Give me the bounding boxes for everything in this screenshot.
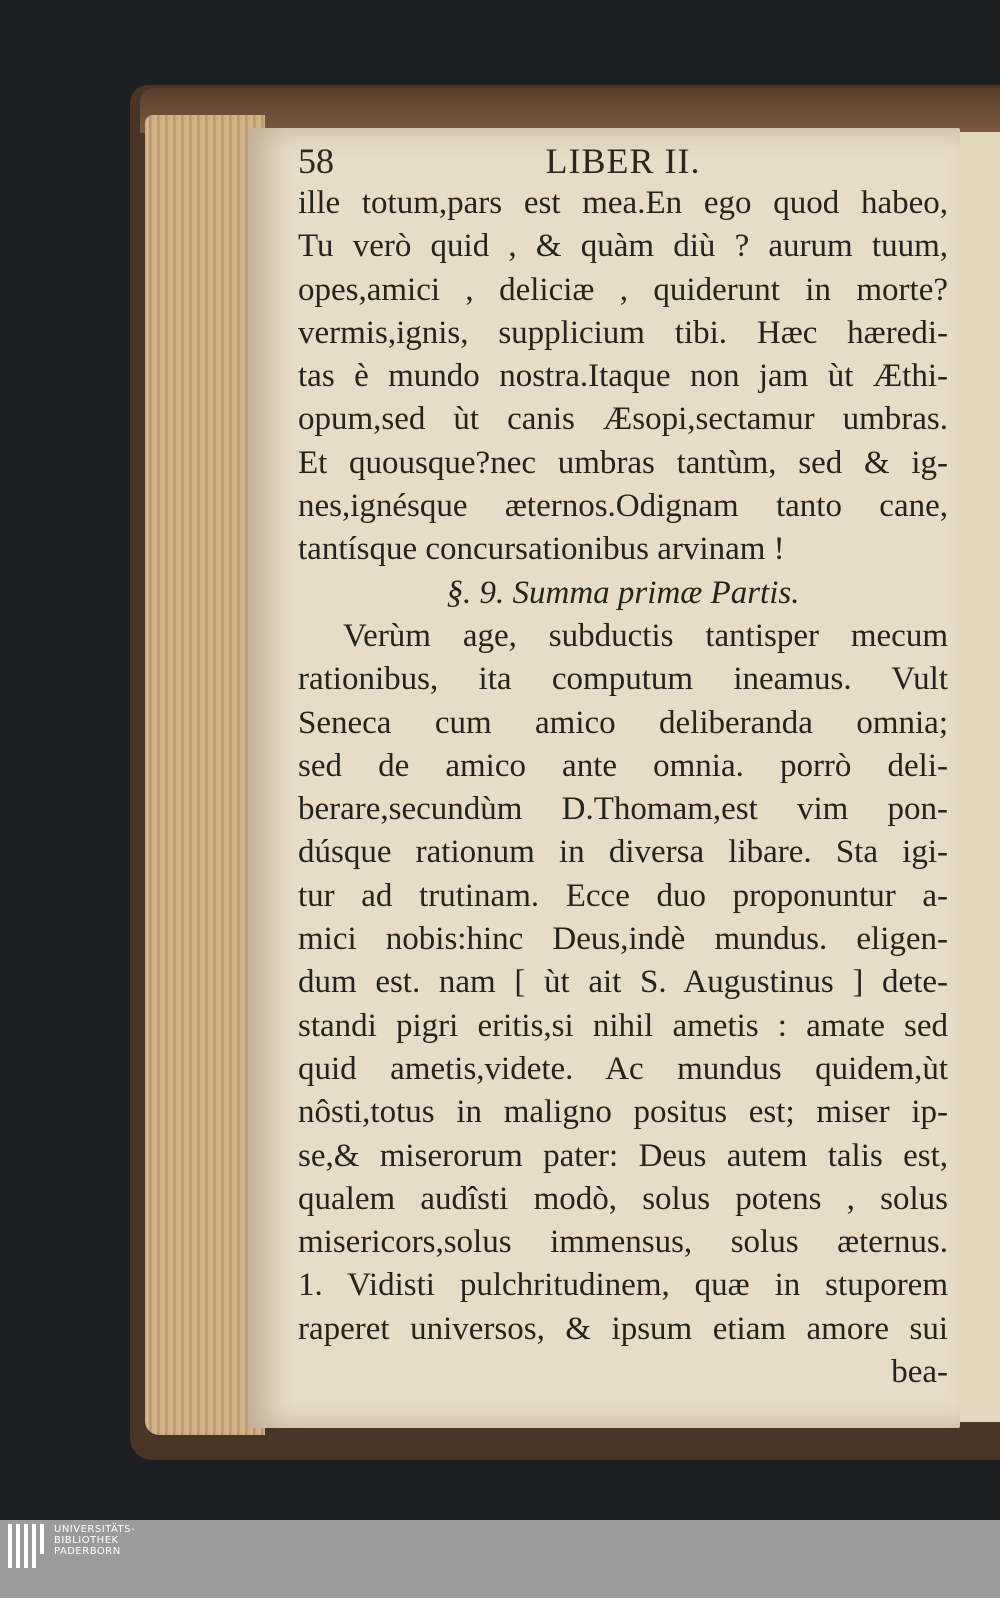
- text-line: nôsti,totus in maligno positus est; miser ip-: [298, 1094, 948, 1131]
- text-line: misericors,solus immensus, solus æternus.: [298, 1224, 948, 1261]
- text-line: tur ad trutinam. Ecce duo proponuntur a-: [298, 877, 948, 914]
- catchword: bea-: [891, 1354, 948, 1391]
- text-line: dum est. nam [ ùt ait S. Augustinus ] dete-: [298, 964, 948, 1001]
- library-name: [54, 1524, 135, 1557]
- text-line: nes,ignésque æternos.Odignam tanto cane,: [298, 488, 948, 525]
- text-line: 1. Vidisti pulchritudinem, quæ in stuporem: [298, 1267, 948, 1304]
- text-line: berare,secundùm D.Thomam,est vim pon-: [298, 791, 948, 828]
- page-edges: [145, 115, 265, 1435]
- section-heading: §. 9. Summa primæ Partis.: [446, 574, 800, 611]
- text-line: rationibus, ita computum ineamus. Vult: [298, 661, 948, 698]
- text-line: opum,sed ùt canis Æsopi,sectamur umbras.: [298, 401, 948, 438]
- text-line: vermis,ignis, supplicium tibi. Hæc hæredi-: [298, 314, 948, 351]
- text-line: ille totum,pars est mea.En ego quod habeo,: [298, 185, 948, 221]
- library-name-line: UNIVERSITÄTS-: [54, 1524, 136, 1535]
- library-name-line: PADERBORN: [54, 1546, 121, 1557]
- text-line: sed de amico ante omnia. porrò deli-: [298, 747, 948, 784]
- text-block: [298, 182, 948, 1394]
- text-line: se,& miserorum pater: Deus autem talis est,: [298, 1137, 948, 1174]
- text-line: Seneca cum amico deliberanda omnia;: [298, 704, 948, 741]
- text-line: opes,amici , deliciæ , quiderunt in morte?: [298, 271, 948, 308]
- library-footer: [0, 1520, 1000, 1598]
- facing-page-edge: [958, 132, 1000, 1422]
- text-line: quid ametis,videte. Ac mundus quidem,ùt: [298, 1050, 948, 1087]
- text-line: mici nobis:hinc Deus,indè mundus. eligen-: [298, 921, 948, 958]
- text-line: qualem audîsti modò, solus potens , solus: [298, 1180, 948, 1217]
- library-logo-icon: [8, 1524, 48, 1568]
- text-line: Verùm age, subductis tantisper mecum: [343, 617, 948, 654]
- library-name-line: BIBLIOTHEK: [54, 1535, 119, 1546]
- text-line: raperet universos, & ipsum etiam amore sui: [298, 1310, 948, 1347]
- running-title: LIBER II.: [545, 141, 701, 181]
- text-line: dúsque rationum in diversa libare. Sta igi-: [298, 834, 948, 871]
- text-line: Et quousque?nec umbras tantùm, sed & ig-: [298, 444, 948, 481]
- book-spine-top: [140, 88, 1000, 133]
- page-header: [298, 140, 948, 184]
- text-line: tantísque concursationibus arvinam !: [298, 531, 785, 568]
- page-number: 58: [298, 141, 334, 181]
- text-line: standi pigri eritis,si nihil ametis : amate sed: [298, 1007, 948, 1044]
- text-line: Tu verò quid , & quàm diù ? aurum tuum,: [298, 228, 948, 265]
- text-line: tas è mundo nostra.Itaque non jam ùt Æthi-: [298, 358, 948, 395]
